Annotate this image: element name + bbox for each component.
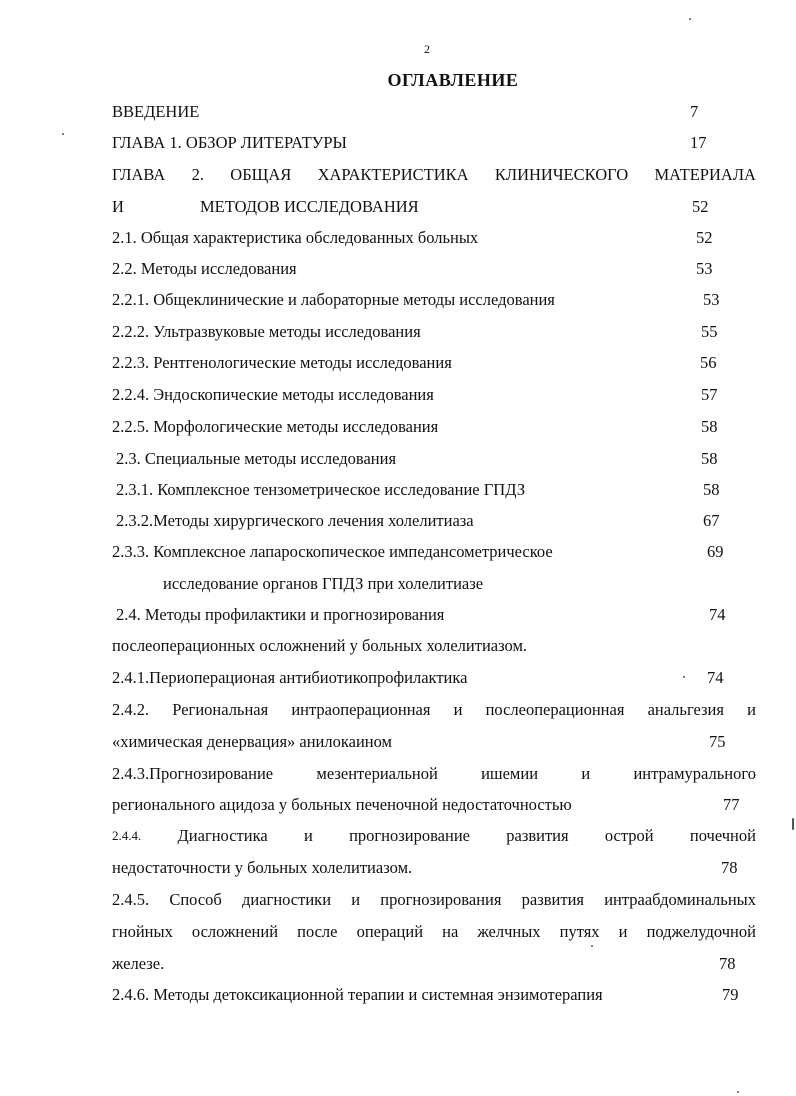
toc-page-2-2-2: 55 <box>701 322 718 341</box>
word: 2.4.3.Прогнозирование <box>112 764 274 783</box>
scan-speck <box>737 1091 739 1093</box>
word: диагностики <box>242 890 332 909</box>
toc-page-2-4-6: 79 <box>722 985 739 1004</box>
toc-page-2-2-3: 56 <box>700 353 717 372</box>
toc-entry-2-2-2: 2.2.2. Ультразвуковые методы исследования <box>112 322 421 341</box>
word: МАТЕРИАЛА <box>654 165 756 184</box>
toc-entry-2-2-4: 2.2.4. Эндоскопические методы исследования <box>112 385 434 404</box>
word: и <box>351 890 361 909</box>
toc-page-2-2-5: 58 <box>701 417 718 436</box>
toc-entry-2-4-5-line3: железе. <box>112 954 165 973</box>
toc-page-2-3-3: 69 <box>707 542 724 561</box>
word: прогнозирование <box>349 826 470 845</box>
word: развития <box>521 890 584 909</box>
toc-entry-2-4-4-line1 <box>112 826 756 846</box>
word: ОБЩАЯ <box>230 165 292 184</box>
word: и <box>303 826 313 845</box>
word: на <box>442 922 459 941</box>
word: анальгезия <box>647 700 724 719</box>
word: Диагностика <box>177 826 268 845</box>
toc-entry-2-2-1: 2.2.1. Общеклинические и лабораторные методы исследования <box>112 290 555 309</box>
toc-entry-2-4-2-line2: «химическая денервация» анилокаином <box>112 732 393 751</box>
scan-speck <box>683 676 685 678</box>
toc-page-2-4-1: 74 <box>707 668 724 687</box>
word: 2.4.2. <box>112 700 150 719</box>
word: и <box>581 764 591 783</box>
toc-entry-2-4-line2: послеоперационных осложнений у больных холелитиазом. <box>112 636 528 655</box>
toc-entry-2-1: 2.1. Общая характеристика обследованных больных <box>112 228 479 247</box>
toc-page-ch1: 17 <box>690 133 707 152</box>
toc-title: ОГЛАВЛЕНИЕ <box>387 70 519 90</box>
toc-page-2-4: 74 <box>709 605 726 624</box>
word: желчных <box>477 922 541 941</box>
toc-page-2-2-1: 53 <box>703 290 720 309</box>
word: поджелудочной <box>646 922 756 941</box>
word: 2. <box>191 165 204 184</box>
scan-speck <box>591 945 593 947</box>
toc-entry-2-3: 2.3. Специальные методы исследования <box>116 449 397 468</box>
toc-page-2-3-2: 67 <box>703 511 720 530</box>
toc-page-2-4-4: 78 <box>721 858 738 877</box>
word: после <box>297 922 338 941</box>
toc-page-2-2-4: 57 <box>701 385 718 404</box>
word: Региональная <box>172 700 269 719</box>
word: мезентериальной <box>316 764 438 783</box>
word: почечной <box>689 826 756 845</box>
word: 2.4.5. <box>112 890 150 909</box>
toc-entry-ch2-line2a: И <box>112 197 124 216</box>
word: осложнений <box>191 922 279 941</box>
word: гнойных <box>112 922 173 941</box>
toc-entry-2-2: 2.2. Методы исследования <box>112 259 297 278</box>
toc-entry-2-4-3-line2: регионального ацидоза у больных печеночной недостаточностью <box>112 795 572 814</box>
section-number: 2.4.4. <box>112 828 142 843</box>
word: путях <box>559 922 600 941</box>
word: развития <box>506 826 569 845</box>
word: Способ <box>169 890 222 909</box>
page-number: 2 <box>424 42 430 56</box>
toc-page-2-3: 58 <box>701 449 718 468</box>
word: операций <box>356 922 424 941</box>
toc-entry-2-4-1: 2.4.1.Периоперационая антибиотикопрофилактика <box>112 668 468 687</box>
word: интраоперационная <box>291 700 431 719</box>
word: острой <box>604 826 654 845</box>
toc-entry-2-4-3-line1 <box>112 764 756 784</box>
toc-page-2-4-5: 78 <box>719 954 736 973</box>
word: ХАРАКТЕРИСТИКА <box>317 165 469 184</box>
scan-speck <box>792 818 794 830</box>
word: и <box>747 700 756 719</box>
toc-entry-2-3-3-line2: исследование органов ГПДЗ при холелитиазе <box>163 574 484 593</box>
word: послеоперационная <box>485 700 625 719</box>
toc-entry-ch2-line1 <box>112 165 756 185</box>
toc-page-intro: 7 <box>690 102 699 121</box>
scan-speck <box>689 18 691 20</box>
toc-entry-2-4-5-line2 <box>112 922 756 942</box>
toc-entry-2-4-line1: 2.4. Методы профилактики и прогнозирования <box>116 605 445 624</box>
word: и <box>453 700 463 719</box>
toc-entry-ch2-line2b: МЕТОДОВ ИССЛЕДОВАНИЯ <box>200 197 419 216</box>
toc-page-2-3-1: 58 <box>703 480 720 499</box>
toc-page-2-4-2: 75 <box>709 732 726 751</box>
toc-entry-2-4-4-line2: недостаточности у больных холелитиазом. <box>112 858 413 877</box>
word: ГЛАВА <box>112 165 166 184</box>
scan-speck <box>62 133 64 135</box>
word: интраабдоминальных <box>604 890 756 909</box>
toc-entry-2-2-3: 2.2.3. Рентгенологические методы исследования <box>112 353 452 372</box>
toc-entry-ch1: ГЛАВА 1. ОБЗОР ЛИТЕРАТУРЫ <box>112 133 347 152</box>
toc-entry-2-4-2-line1 <box>112 700 756 720</box>
toc-page-2-2: 53 <box>696 259 713 278</box>
word: и <box>618 922 628 941</box>
word: КЛИНИЧЕСКОГО <box>494 165 629 184</box>
toc-page-2-4-3: 77 <box>723 795 740 814</box>
toc-entry-2-3-3-line1: 2.3.3. Комплексное лапароскопическое импедансометрическое <box>112 542 553 561</box>
toc-entry-intro: ВВЕДЕНИЕ <box>112 102 200 121</box>
word: прогнозирования <box>380 890 502 909</box>
toc-entry-2-3-1: 2.3.1. Комплексное тензометрическое исследование ГПДЗ <box>116 480 526 499</box>
toc-page-ch2: 52 <box>692 197 709 216</box>
toc-entry-2-3-2: 2.3.2.Методы хирургического лечения холелитиаза <box>116 511 474 530</box>
word: ишемии <box>481 764 539 783</box>
toc-page-2-1: 52 <box>696 228 713 247</box>
toc-entry-2-4-6: 2.4.6. Методы детоксикационной терапии и системная энзимотерапия <box>112 985 603 1004</box>
toc-entry-2-4-5-line1 <box>112 890 756 910</box>
word: интрамурального <box>633 764 756 783</box>
toc-entry-2-2-5: 2.2.5. Морфологические методы исследования <box>112 417 439 436</box>
